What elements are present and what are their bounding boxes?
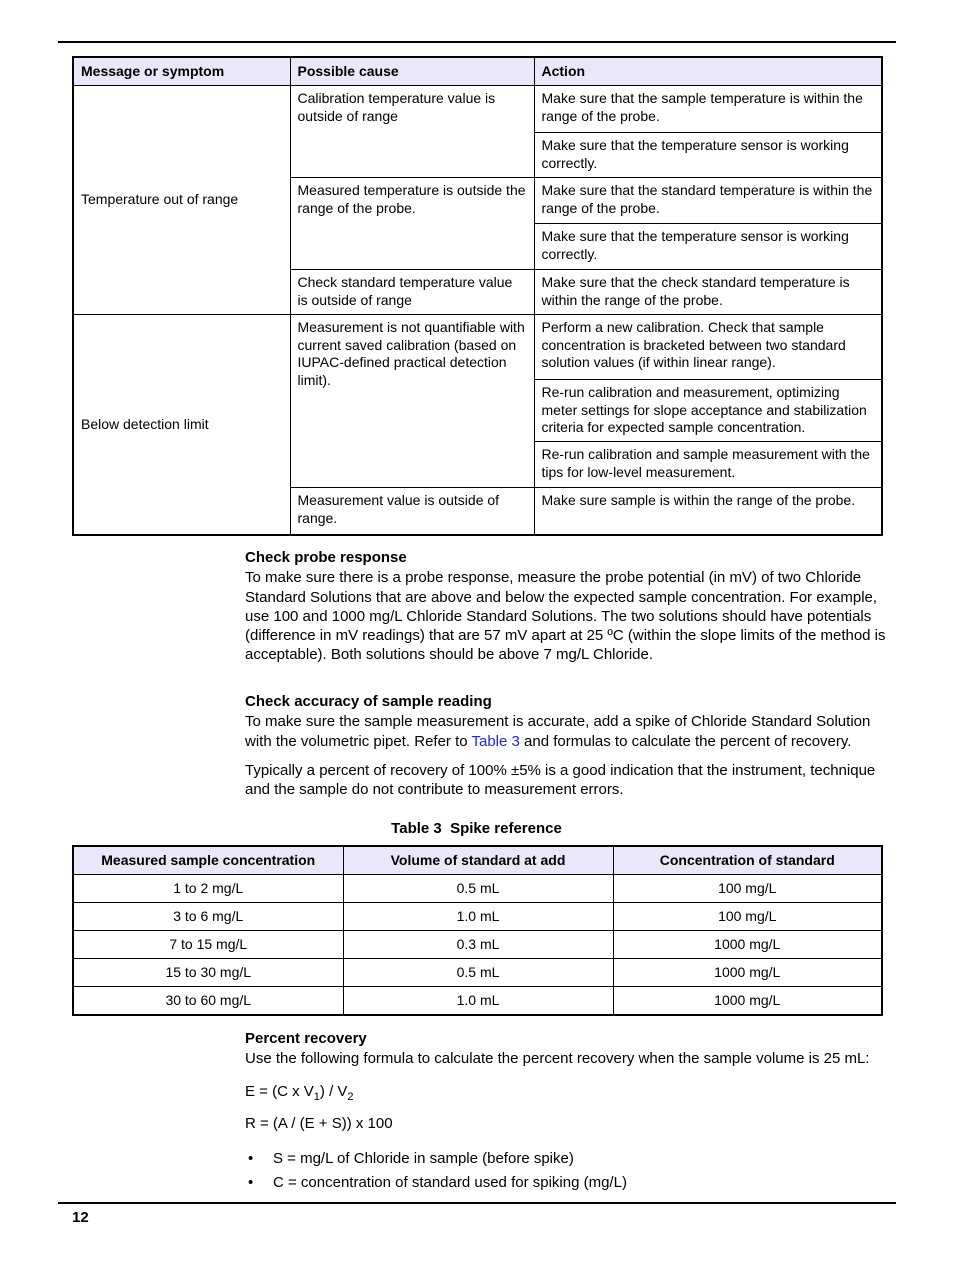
table-cell: 0.3 mL xyxy=(343,931,613,959)
definitions-list xyxy=(245,1149,896,1193)
section-check-accuracy xyxy=(245,692,896,809)
cause-cell: Calibration temperature value is outside of range xyxy=(290,86,534,178)
table-cell: 30 to 60 mg/L xyxy=(73,987,343,1016)
formula-text: E = (C x V xyxy=(245,1082,314,1100)
cause-cell: Check standard temperature value is outside of range xyxy=(290,270,534,315)
list-item-text: S = mg/L of Chloride in sample (before spike) xyxy=(273,1150,574,1168)
header-cell-concentration: Measured sample concentration xyxy=(73,846,343,875)
cause-cell: Measurement value is outside of range. xyxy=(290,488,534,535)
section-paragraph: To make sure there is a probe response, measure the probe potential (in mV) of two Chloride Standard Solutions that are above and below the expected sample concentration. For example, use 100 and 1000 mg/L Chloride Standard Solutions. The two solutions should have potentials (difference in mV readings) that are 57 mV apart at 25 ºC (within the slope limits of the method is acceptable). Both solutions should be above 7 mg/L Chloride. xyxy=(245,569,886,664)
list-item xyxy=(245,1173,896,1192)
table-row xyxy=(73,875,882,903)
table-cell: 1000 mg/L xyxy=(613,959,882,987)
formula-subscript: 2 xyxy=(347,1090,354,1103)
table-cell: 0.5 mL xyxy=(343,875,613,903)
section-percent-recovery xyxy=(245,1029,896,1198)
table-cell: 1.0 mL xyxy=(343,987,613,1016)
list-item xyxy=(245,1149,896,1168)
action-cell: Make sure that the standard temperature is within the range of the probe. xyxy=(534,178,882,224)
symptom-cell: Temperature out of range xyxy=(73,86,290,315)
table-cell: 15 to 30 mg/L xyxy=(73,959,343,987)
page-number: 12 xyxy=(72,1209,89,1226)
action-cell: Make sure sample is within the range of the probe. xyxy=(534,488,882,535)
section-paragraph: Typically a percent of recovery of 100% ±5% is a good indication that the instrument, technique and the sample do not contribute to measurement errors. xyxy=(245,761,876,799)
spike-table-caption: Table 3 Spike reference xyxy=(391,820,562,837)
formula-r: R = (A / (E + S)) x 100 xyxy=(245,1114,393,1132)
header-rule xyxy=(58,41,896,43)
paragraph-text: and formulas to calculate the percent of recovery. xyxy=(519,732,852,750)
action-cell: Make sure that the sample temperature is within the range of the probe. xyxy=(534,86,882,133)
action-cell: Make sure that the check standard temperature is within the range of the probe. xyxy=(534,270,882,315)
table-row xyxy=(73,86,882,133)
table-row xyxy=(73,987,882,1016)
cause-cell: Measured temperature is outside the range of the probe. xyxy=(290,178,534,270)
paragraph-text: To make sure the sample measurement is accurate, add a spike of Chloride Standard Solution with the volumetric pipet. Refer to xyxy=(245,713,871,750)
table-cell: 0.5 mL xyxy=(343,959,613,987)
bullet-icon: • xyxy=(248,1150,254,1168)
table-row xyxy=(73,931,882,959)
action-cell: Make sure that the temperature sensor is working correctly. xyxy=(534,224,882,270)
table-cell: 1 to 2 mg/L xyxy=(73,875,343,903)
action-cell: Make sure that the temperature sensor is working correctly. xyxy=(534,133,882,178)
table-3-link[interactable]: Table 3 xyxy=(471,732,520,750)
action-cell: Perform a new calibration. Check that sample concentration is bracketed between two standard solution values (if within linear range). xyxy=(534,315,882,380)
table-row xyxy=(73,959,882,987)
action-cell: Re-run calibration and sample measurement with the tips for low-level measurement. xyxy=(534,442,882,488)
formula-text: ) / V xyxy=(319,1082,348,1100)
table-row xyxy=(73,315,882,380)
section-heading: Check accuracy of sample reading xyxy=(245,693,492,710)
list-item-text: C = concentration of standard used for spiking (mg/L) xyxy=(273,1174,627,1192)
section-check-probe-response xyxy=(245,548,896,675)
section-paragraph xyxy=(245,712,896,751)
formula-e xyxy=(245,1082,896,1107)
table-cell: 100 mg/L xyxy=(613,875,882,903)
symptom-cell: Below detection limit xyxy=(73,315,290,535)
table-header-row xyxy=(73,57,882,86)
table-cell: 3 to 6 mg/L xyxy=(73,903,343,931)
cause-cell: Measurement is not quantifiable with current saved calibration (based on IUPAC-defined practical detection limit). xyxy=(290,315,534,488)
header-cell-volume: Volume of standard at add xyxy=(343,846,613,875)
header-cell-symptom: Message or symptom xyxy=(73,57,290,86)
spike-reference-table xyxy=(72,845,883,1016)
troubleshooting-table xyxy=(72,56,883,536)
section-heading: Check probe response xyxy=(245,549,407,566)
formula-subscript: 1 xyxy=(313,1090,320,1103)
header-cell-standard: Concentration of standard xyxy=(613,846,882,875)
table-cell: 1000 mg/L xyxy=(613,987,882,1016)
table-row xyxy=(73,903,882,931)
header-cell-action: Action xyxy=(534,57,882,86)
header-cell-cause: Possible cause xyxy=(290,57,534,86)
action-cell: Re-run calibration and measurement, optimizing meter settings for slope acceptance and stabilization criteria for expected sample concentration. xyxy=(534,380,882,442)
table-cell: 100 mg/L xyxy=(613,903,882,931)
section-paragraph: Use the following formula to calculate the percent recovery when the sample volume is 25 mL: xyxy=(245,1050,870,1068)
table-cell: 1.0 mL xyxy=(343,903,613,931)
footer-rule xyxy=(58,1202,896,1204)
table-cell: 1000 mg/L xyxy=(613,931,882,959)
table-cell: 7 to 15 mg/L xyxy=(73,931,343,959)
section-heading: Percent recovery xyxy=(245,1030,367,1047)
bullet-icon: • xyxy=(248,1174,254,1192)
table-header-row xyxy=(73,846,882,875)
